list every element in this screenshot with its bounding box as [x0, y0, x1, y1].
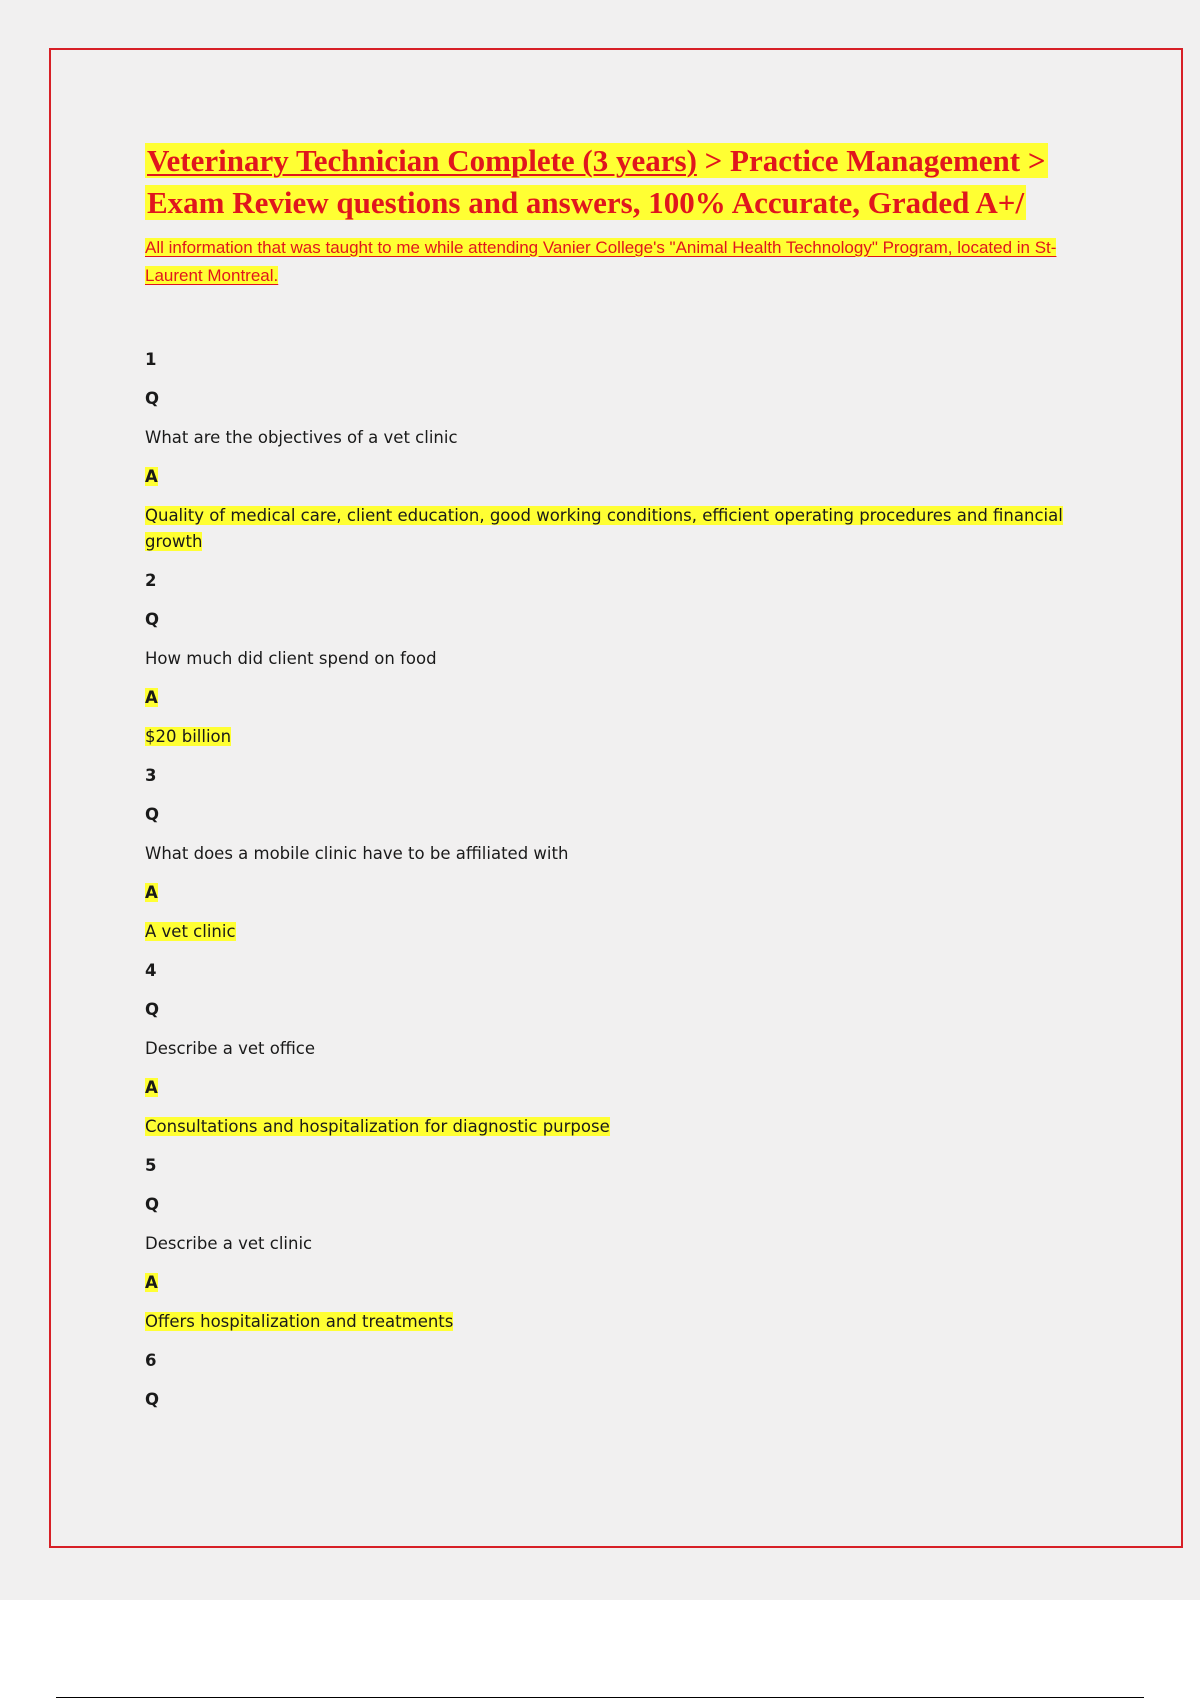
answer-label: A [145, 883, 158, 902]
question-text: Describe a vet clinic [145, 1234, 313, 1253]
answer-label: A [145, 1078, 158, 1097]
question-number: 3 [145, 766, 157, 785]
answer-text: Consultations and hospitalization for diagnostic purpose [145, 1117, 610, 1136]
question-text: What does a mobile clinic have to be affiliated with [145, 844, 569, 863]
title-rest: > Practice Management > Exam Review questions and answers, 100% Accurate, Graded A+/ [147, 143, 1046, 220]
document-subtitle: All information that was taught to me while attending Vanier College's "Animal Health Technology" Program, located in St-Laurent Montreal. [145, 238, 1057, 285]
question-number: 5 [145, 1156, 157, 1175]
answer-text: Offers hospitalization and treatments [145, 1312, 454, 1331]
qa-item [145, 756, 1105, 951]
question-text: How much did client spend on food [145, 649, 437, 668]
question-number: 4 [145, 961, 157, 980]
answer-label: A [145, 467, 158, 486]
page-separator [56, 1697, 1144, 1698]
qa-list [145, 340, 1105, 1419]
question-label: Q [145, 1390, 160, 1409]
question-label: Q [145, 1000, 160, 1019]
document-content [145, 140, 1105, 1419]
question-text: Describe a vet office [145, 1039, 316, 1058]
question-number: 1 [145, 350, 157, 369]
answer-text: Quality of medical care, client education, good working conditions, efficient operating procedures and financial growth [145, 506, 1063, 551]
question-label: Q [145, 610, 160, 629]
title-course: Veterinary Technician Complete (3 years) [147, 143, 697, 178]
question-text: What are the objectives of a vet clinic [145, 428, 458, 447]
answer-text: $20 billion [145, 727, 232, 746]
answer-text: A vet clinic [145, 922, 236, 941]
answer-label: A [145, 1273, 158, 1292]
qa-item [145, 561, 1105, 756]
question-label: Q [145, 805, 160, 824]
qa-item [145, 951, 1105, 1146]
document-title [145, 140, 1105, 224]
question-label: Q [145, 1195, 160, 1214]
qa-item [145, 1146, 1105, 1341]
question-number: 2 [145, 571, 157, 590]
qa-item [145, 1341, 1105, 1419]
qa-item [145, 340, 1105, 561]
answer-label: A [145, 688, 158, 707]
question-label: Q [145, 389, 160, 408]
question-number: 6 [145, 1351, 157, 1370]
